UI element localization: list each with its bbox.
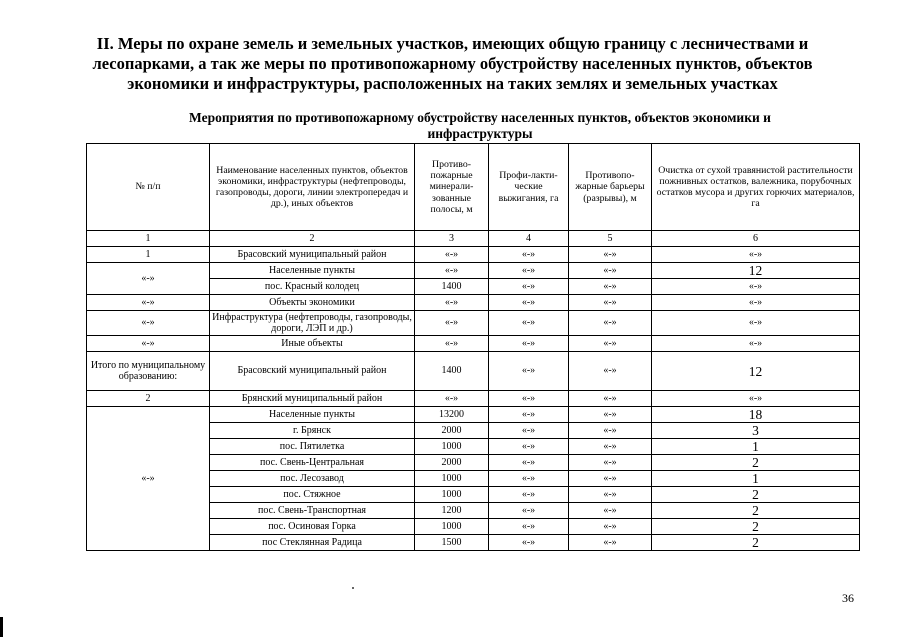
header-cell-mineral-strips: Противо-пожарные минерали-зованные полосы, м bbox=[415, 144, 489, 231]
total-row bbox=[87, 352, 860, 391]
section-heading bbox=[60, 34, 845, 94]
value-cell: 1000 bbox=[415, 439, 489, 455]
value-cell: «-» bbox=[489, 247, 569, 263]
value-cell: 1400 bbox=[415, 279, 489, 295]
value-cell: «-» bbox=[415, 263, 489, 279]
value-cell: «-» bbox=[652, 279, 860, 295]
table-caption bbox=[120, 110, 840, 142]
column-number: 5 bbox=[569, 231, 652, 247]
value-cell: «-» bbox=[489, 455, 569, 471]
header-cell-barriers: Противопо-жарные барьеры (разрывы), м bbox=[569, 144, 652, 231]
table-row bbox=[87, 336, 860, 352]
value-cell: 2 bbox=[652, 503, 860, 519]
value-cell: 1200 bbox=[415, 503, 489, 519]
value-cell: «-» bbox=[489, 279, 569, 295]
value-cell: «-» bbox=[415, 247, 489, 263]
row-number-cell: «-» bbox=[87, 336, 210, 352]
value-cell: «-» bbox=[652, 391, 860, 407]
row-number-cell: «-» bbox=[87, 295, 210, 311]
row-name-cell: пос Стеклянная Радица bbox=[210, 535, 415, 551]
value-cell: «-» bbox=[569, 247, 652, 263]
table-row bbox=[87, 407, 860, 423]
header-row bbox=[87, 144, 860, 231]
column-number: 1 bbox=[87, 231, 210, 247]
measures-table bbox=[86, 143, 860, 551]
value-cell: «-» bbox=[569, 407, 652, 423]
value-cell: «-» bbox=[489, 336, 569, 352]
column-number: 3 bbox=[415, 231, 489, 247]
value-cell: «-» bbox=[489, 503, 569, 519]
total-label-cell: Итого по муниципальному образованию: bbox=[87, 352, 210, 391]
row-name-cell: Брасовский муниципальный район bbox=[210, 247, 415, 263]
column-number: 2 bbox=[210, 231, 415, 247]
header-cell-name: Наименование населенных пунктов, объектов экономики, инфраструктуры (нефтепроводы, газопроводы, дороги, линии электропередач и др.), иных объектов bbox=[210, 144, 415, 231]
value-cell: 2000 bbox=[415, 455, 489, 471]
row-name-cell: Иные объекты bbox=[210, 336, 415, 352]
row-name-cell: Населенные пункты bbox=[210, 263, 415, 279]
row-name-cell: Инфраструктура (нефтепроводы, газопроводы, дороги, ЛЭП и др.) bbox=[210, 311, 415, 336]
value-cell: «-» bbox=[569, 263, 652, 279]
row-name-cell: г. Брянск bbox=[210, 423, 415, 439]
value-cell: «-» bbox=[489, 519, 569, 535]
value-cell: «-» bbox=[489, 439, 569, 455]
row-name-cell: пос. Свень-Центральная bbox=[210, 455, 415, 471]
table-row bbox=[87, 391, 860, 407]
value-cell: 1000 bbox=[415, 487, 489, 503]
value-cell: 1 bbox=[652, 439, 860, 455]
row-name-cell: пос. Красный колодец bbox=[210, 279, 415, 295]
value-cell: «-» bbox=[569, 423, 652, 439]
row-number-cell: «-» bbox=[87, 311, 210, 336]
row-name-cell: пос. Свень-Транспортная bbox=[210, 503, 415, 519]
value-cell: «-» bbox=[569, 471, 652, 487]
row-name-cell: пос. Лесозавод bbox=[210, 471, 415, 487]
value-cell: «-» bbox=[489, 407, 569, 423]
value-cell: «-» bbox=[652, 247, 860, 263]
table-row bbox=[87, 263, 860, 279]
value-cell: «-» bbox=[415, 391, 489, 407]
table-row bbox=[87, 295, 860, 311]
value-cell: «-» bbox=[652, 336, 860, 352]
value-cell: 1000 bbox=[415, 519, 489, 535]
value-cell: «-» bbox=[489, 295, 569, 311]
value-cell: 1 bbox=[652, 471, 860, 487]
row-number-cell: 1 bbox=[87, 247, 210, 263]
table-row bbox=[87, 247, 860, 263]
value-cell: «-» bbox=[569, 352, 652, 391]
value-cell: «-» bbox=[415, 295, 489, 311]
value-cell: «-» bbox=[569, 311, 652, 336]
row-name-cell: Брянский муниципальный район bbox=[210, 391, 415, 407]
value-cell: 2 bbox=[652, 535, 860, 551]
caption-line: инфраструктуры bbox=[427, 126, 533, 141]
value-cell: 1500 bbox=[415, 535, 489, 551]
value-cell: «-» bbox=[569, 487, 652, 503]
value-cell: 2 bbox=[652, 455, 860, 471]
value-cell: «-» bbox=[415, 311, 489, 336]
value-cell: «-» bbox=[569, 455, 652, 471]
value-cell: 12 bbox=[652, 263, 860, 279]
value-cell: «-» bbox=[415, 336, 489, 352]
value-cell: «-» bbox=[652, 311, 860, 336]
column-number: 4 bbox=[489, 231, 569, 247]
value-cell: 2 bbox=[652, 487, 860, 503]
header-cell-burning: Профи-лакти-ческие выжигания, га bbox=[489, 144, 569, 231]
row-number-cell: 2 bbox=[87, 391, 210, 407]
value-cell: «-» bbox=[489, 471, 569, 487]
value-cell: 12 bbox=[652, 352, 860, 391]
scan-edge-mark bbox=[0, 617, 3, 637]
heading-line: II. Меры по охране земель и земельных участков, имеющих общую границу с лесничествами и bbox=[96, 34, 809, 53]
caption-line: Мероприятия по противопожарному обустройству населенных пунктов, объектов экономики и bbox=[189, 110, 771, 125]
value-cell: 1000 bbox=[415, 471, 489, 487]
column-number: 6 bbox=[652, 231, 860, 247]
value-cell: «-» bbox=[489, 263, 569, 279]
scan-speck bbox=[352, 587, 354, 589]
value-cell: «-» bbox=[569, 391, 652, 407]
heading-line: экономики и инфраструктуры, расположенных на таких землях и земельных участках bbox=[127, 74, 778, 93]
heading-line: лесопарками, а так же меры по противопожарному обустройству населенных пунктов, объектов bbox=[92, 54, 813, 73]
row-number-cell: «-» bbox=[87, 263, 210, 295]
value-cell: «-» bbox=[489, 391, 569, 407]
value-cell: «-» bbox=[569, 295, 652, 311]
page-number: 36 bbox=[842, 591, 854, 605]
column-number-row bbox=[87, 231, 860, 247]
value-cell: «-» bbox=[489, 311, 569, 336]
value-cell: 2000 bbox=[415, 423, 489, 439]
row-name-cell: пос. Стяжное bbox=[210, 487, 415, 503]
header-cell-cleaning: Очистка от сухой травянистой растительности пожнивных остатков, валежника, порубочных остатков мусора и других горючих материалов, га bbox=[652, 144, 860, 231]
value-cell: «-» bbox=[569, 439, 652, 455]
row-name-cell: пос. Пятилетка bbox=[210, 439, 415, 455]
value-cell: «-» bbox=[569, 519, 652, 535]
header-cell-number: № п/п bbox=[87, 144, 210, 231]
value-cell: «-» bbox=[489, 352, 569, 391]
value-cell: 1400 bbox=[415, 352, 489, 391]
value-cell: «-» bbox=[569, 336, 652, 352]
value-cell: «-» bbox=[489, 487, 569, 503]
value-cell: «-» bbox=[569, 279, 652, 295]
row-name-cell: Брасовский муниципальный район bbox=[210, 352, 415, 391]
row-number-cell: «-» bbox=[87, 407, 210, 551]
value-cell: 3 bbox=[652, 423, 860, 439]
value-cell: «-» bbox=[569, 503, 652, 519]
table-row bbox=[87, 311, 860, 336]
row-name-cell: пос. Осиновая Горка bbox=[210, 519, 415, 535]
value-cell: «-» bbox=[489, 535, 569, 551]
value-cell: 18 bbox=[652, 407, 860, 423]
value-cell: «-» bbox=[569, 535, 652, 551]
value-cell: «-» bbox=[652, 295, 860, 311]
value-cell: 2 bbox=[652, 519, 860, 535]
value-cell: 13200 bbox=[415, 407, 489, 423]
row-name-cell: Объекты экономики bbox=[210, 295, 415, 311]
value-cell: «-» bbox=[489, 423, 569, 439]
row-name-cell: Населенные пункты bbox=[210, 407, 415, 423]
